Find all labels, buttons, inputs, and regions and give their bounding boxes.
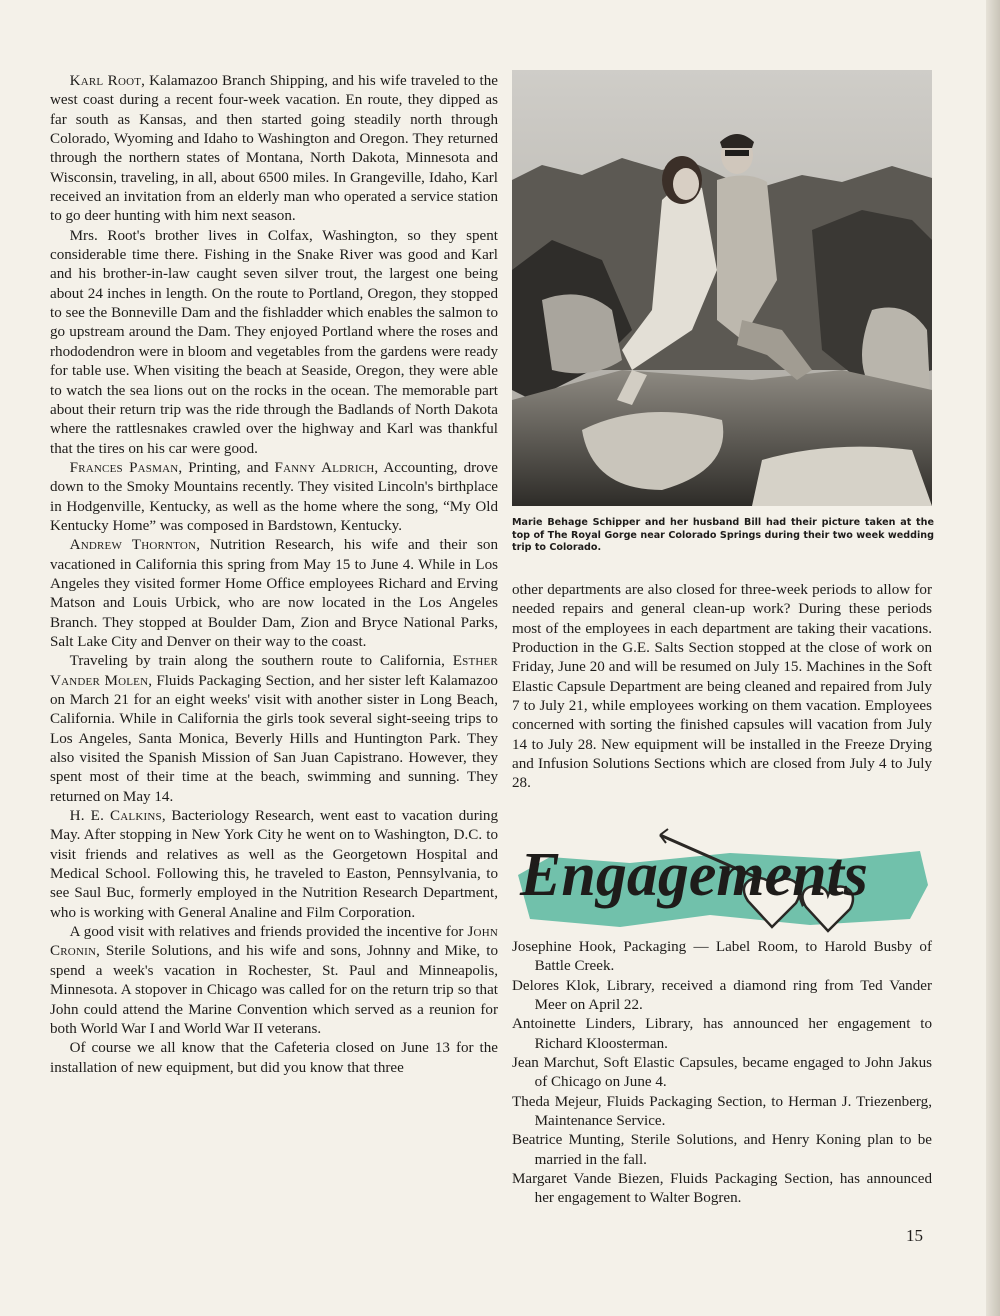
article-paragraph	[50, 1039, 498, 1078]
engagements-list	[512, 938, 932, 1209]
couple-photo	[512, 70, 932, 506]
article-text: , Sterile Solutions, and his wife and sons, Johnny and Mike, to spend a week's vacation in Rochester, St. Paul and Minneapolis, Minnesota. A stopover in Chicago was called for on the return trip so that John could attend the Marine Convention which served as a reunion for both World War I and World War II veterans.	[50, 943, 498, 1037]
article-text: , Nutrition Research, his wife and their son vacationed in California this spring from May 15 to June 4. While in Los Angeles they visited former Home Office employees Richard and Erving Matson and Louis Urbick, who are now located in the Los Angeles Branch. They stopped at Boulder Dam, Zion and Bryce National Parks, Salt Lake City and Denver on their way to the coast.	[50, 537, 498, 650]
article-paragraph	[50, 807, 498, 923]
right-column	[512, 581, 932, 794]
photo-caption: Marie Behage Schipper and her husband Bill had their picture taken at the top of The Royal Gorge near Colorado Springs during their two week wedding trip to Colorado.	[512, 517, 934, 554]
engagements-graphic	[510, 815, 936, 941]
article-text: Mrs. Root's brother lives in Colfax, Washington, so they spent considerable time there. Fishing in the Snake River was good and Karl and his brother-in-law caught seven silver trout, the largest one being about 24 inches in length. On the route to Portland, Oregon, they stopped to see the Bonneville Dam and the fishladder which enables the salmon to go upstream around the Dam. They enjoyed Portland where the roses and rhododendron were in bloom and vegetables from the gardens were ready for table use. When visiting the beach at Seaside, Oregon, they were able to watch the sea lions out on the rocks in the ocean. The memorable part about their return trip was the ride through the Badlands of North Dakota where the rattlesnakes crawled over the highway and Karl was thankful that the tires on his car were good.	[50, 227, 498, 457]
list-item: Beatrice Munting, Sterile Solutions, and Henry Koning plan to be married in the fall.	[512, 1132, 932, 1168]
article-text: , Fluids Packaging Section, and her sister left Kalamazoo on March 21 for an eight weeks' visit with another sister in Long Beach, California. While in California the girls took several sight-seeing trips to Los Angeles, Santa Monica, Beverly Hills and Huntington Park. They also visited the Spanish Mission of San Juan Capistrano. However, they spent most of their time at the beach, swimming and sunning. They returned on May 14.	[50, 672, 498, 805]
person-name: H. E. Calkins	[69, 808, 162, 825]
person-name: John Cronin	[50, 924, 498, 960]
person-name: Esther Vander Molen	[50, 653, 498, 689]
continuation-paragraph: other departments are also closed for three-week periods to allow for needed repairs and general clean-up work? During these periods most of the employees in each department are taking their vacations. Production in the G.E. Salts Section stopped at the close of work on Friday, June 20 and will be resumed on July 15. Machines in the Soft Elastic Capsule Department are being cleaned and repaired from July 7 to July 21, while employees working on them vacation. Employees concerned with sorting the finished capsules will vacation from July 14 to July 28. New equipment will be installed in the Freeze Drying and Infusion Solutions Sections which are closed from July 4 to July 28.	[512, 582, 932, 792]
article-text: , Kalamazoo Branch Shipping, and his wife traveled to the west coast during a recent four-week vacation. En route, they dipped as far south as Kansas, and then started going steadily north through Colorado, Wyoming and Idaho to Washington and Oregon. They returned through the northern states of Montana, North Dakota, Minnesota and Wisconsin, traveling, in all, about 6500 miles. In Grangeville, Idaho, Karl received an invitation from an elderly man who operated a service station to go deer hunting with him next season.	[50, 73, 498, 225]
man-glasses	[725, 150, 749, 156]
woman-face	[673, 168, 699, 200]
engagements-heading: Engagements	[520, 841, 868, 909]
article-text: , Bacteriology Research, went east to vacation during May. After stopping in New York City he went on to Washington, D.C. to visit friends and relatives as well as the Georgetown Hospital and Medical School. Following this, he traveled to Easton, Pennsylvania, to see Saul Buc, formerly employed in the Nutrition Research Department, who is working with General Analine and Film Corporation.	[50, 808, 499, 921]
article-text: Traveling by train along the southern route to California,	[69, 653, 453, 670]
list-item: Jean Marchut, Soft Elastic Capsules, became engaged to John Jakus of Chicago on June 4.	[512, 1055, 932, 1091]
list-item: Delores Klok, Library, received a diamond ring from Ted Vander Meer on April 22.	[512, 977, 932, 1014]
article-paragraph	[50, 72, 498, 227]
article-text: , Accounting, drove down to the Smoky Mountains recently. They visited Lincoln's birthplace in Hodgenville, Kentucky, as well as the home where the song, “My Old Kentucky Home” was composed in Bardstown, Kentucky.	[50, 459, 498, 534]
photo-illustration	[512, 70, 932, 506]
article-paragraph	[50, 227, 498, 459]
article-paragraph	[50, 923, 498, 1039]
list-item: Antoinette Linders, Library, has announced her engagement to Richard Kloosterman.	[512, 1016, 932, 1052]
list-item: Margaret Vande Biezen, Fluids Packaging Section, has announced her engagement to Walter Bogren.	[512, 1171, 932, 1207]
person-name: Frances Pasman	[69, 459, 179, 476]
article-paragraph	[50, 459, 498, 536]
article-text: A good visit with relatives and friends provided the incentive for	[69, 924, 468, 941]
engagements-banner	[510, 815, 936, 941]
article-paragraph	[50, 652, 498, 807]
list-item: Josephine Hook, Packaging — Label Room, to Harold Busby of Battle Creek.	[512, 939, 932, 975]
list-item: Theda Mejeur, Fluids Packaging Section, to Herman J. Triezenberg, Maintenance Service.	[512, 1093, 932, 1130]
article-paragraph	[50, 536, 498, 652]
page-number: 15	[906, 1226, 923, 1245]
person-name: Karl Root	[69, 73, 142, 89]
page-edge-shadow	[986, 0, 1000, 1316]
article-text: , Printing, and	[178, 459, 275, 476]
person-name: Andrew Thornton	[69, 537, 197, 554]
person-name: Fanny Aldrich	[274, 459, 375, 476]
article-text: Of course we all know that the Cafeteria closed on June 13 for the installation of new equipment, but did you know that three	[50, 1040, 498, 1076]
left-column	[50, 72, 498, 1078]
